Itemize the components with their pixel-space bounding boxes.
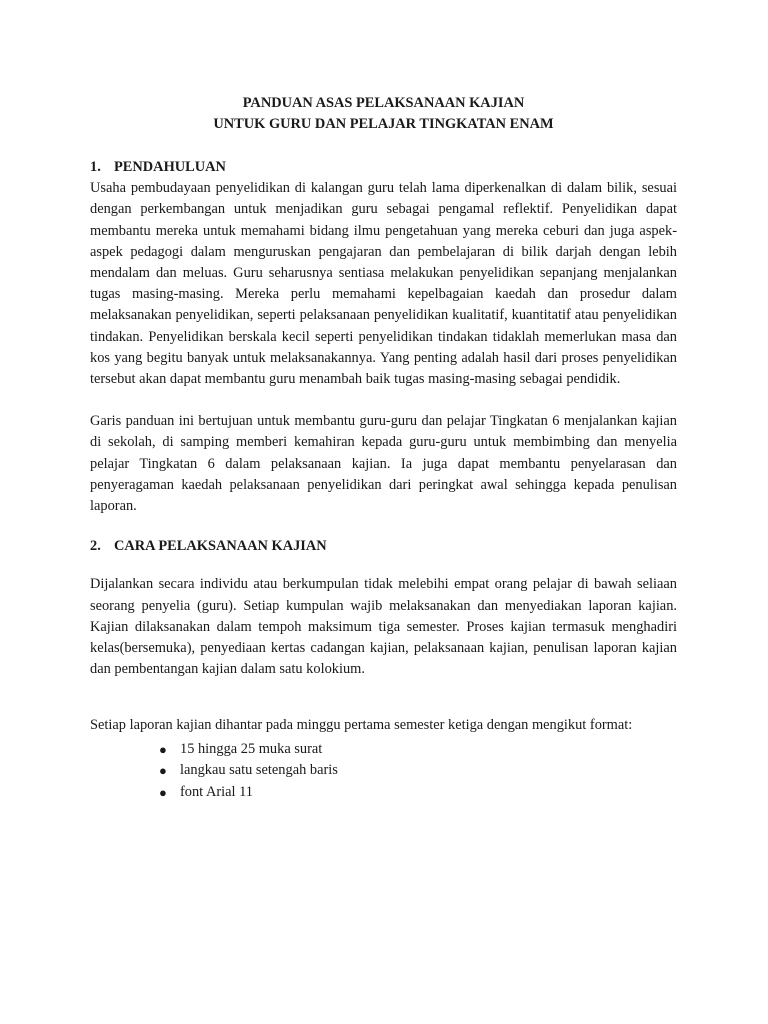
section-1-paragraph-1: Usaha pembudayaan penyelidikan di kalangan guru telah lama diperkenalkan di dalam bilik, sesuai dengan perkembangan untuk menjadikan guru sebagai pengamal reflektif. Penyelidikan dapat membantu mereka untuk memahami bidang ilmu pengetahuan yang mereka ceburi dan juga aspek-aspek pedagogi dalam menguruskan pengajaran dan pembelajaran di bilik darjah dengan lebih mendalam dan meluas. Guru seharusnya sentiasa melakukan penyelidikan sepanjang menjalankan tugas masing-masing. Mereka perlu memahami kepelbagaian kaedah dan prosedur dalam melaksanakan penyelidikan, seperti pelaksanaan penyelidikan kualitatif, kuantitatif atau penyelidikan tindakan. Penyelidikan berskala kecil seperti penyelidikan tindakan tidaklah memerlukan masa dan kos yang begitu banyak untuk melaksanakannya. Yang penting adalah hasil dari proses penyelidikan tersebut akan dapat membantu guru menambah baik tugas masing-masing sebagai pendidik. xyxy=(90,180,677,388)
format-item-text: font Arial 11 xyxy=(180,783,254,800)
section-1-paragraph-2: Garis panduan ini bertujuan untuk membantu guru-guru dan pelajar Tingkatan 6 menjalankan kajian di sekolah, di samping memberi kemahiran kepada guru-guru untuk membimbing dan menyelia pelajar Tingkatan 6 dalam pelaksanaan kajian. Ia juga dapat membantu penyelarasan dan penyeragaman kaedah pelaksanaan penyelidikan dari peringkat awal sehingga kepada penulisan laporan. xyxy=(90,413,677,515)
format-item-text: langkau satu setengah baris xyxy=(180,762,338,779)
title-line-2: UNTUK GURU DAN PELAJAR TINGKATAN ENAM xyxy=(213,116,554,132)
document-body xyxy=(90,93,677,803)
section-2-heading xyxy=(90,536,677,557)
section-2-number: 2. xyxy=(90,538,101,555)
list-item xyxy=(156,739,677,761)
section-2-title: CARA PELAKSANAAN KAJIAN xyxy=(114,538,327,555)
format-item-text: 15 hingga 25 muka surat xyxy=(180,740,323,757)
section-1-title: PENDAHULUAN xyxy=(114,159,226,175)
section-2-paragraph-2: Setiap laporan kajian dihantar pada minggu pertama semester ketiga dengan mengikut format: xyxy=(90,717,633,734)
list-item xyxy=(156,760,677,782)
title-line-1: PANDUAN ASAS PELAKSANAAN KAJIAN xyxy=(242,95,525,111)
bullet-icon: ● xyxy=(159,763,167,779)
bullet-icon: ● xyxy=(159,741,167,757)
document-title xyxy=(90,93,677,135)
section-1-heading xyxy=(90,157,677,178)
list-item xyxy=(156,782,677,804)
bullet-icon: ● xyxy=(159,784,167,800)
format-list xyxy=(90,739,677,804)
section-1-number: 1. xyxy=(90,159,101,175)
section-2-paragraph-1: Dijalankan secara individu atau berkumpulan tidak melebihi empat orang pelajar di bawah seliaan seorang penyelia (guru). Setiap kumpulan wajib melaksanakan dan menyediakan laporan kajian. Kajian dilaksanakan dalam tempoh maksimum tiga semester. Proses kajian termasuk menghadiri kelas(bersemuka), penyediaan kertas cadangan kajian, pelaksanaan kajian, penulisan laporan kajian dan pembentangan kajian dalam satu kolokium. xyxy=(90,576,677,678)
